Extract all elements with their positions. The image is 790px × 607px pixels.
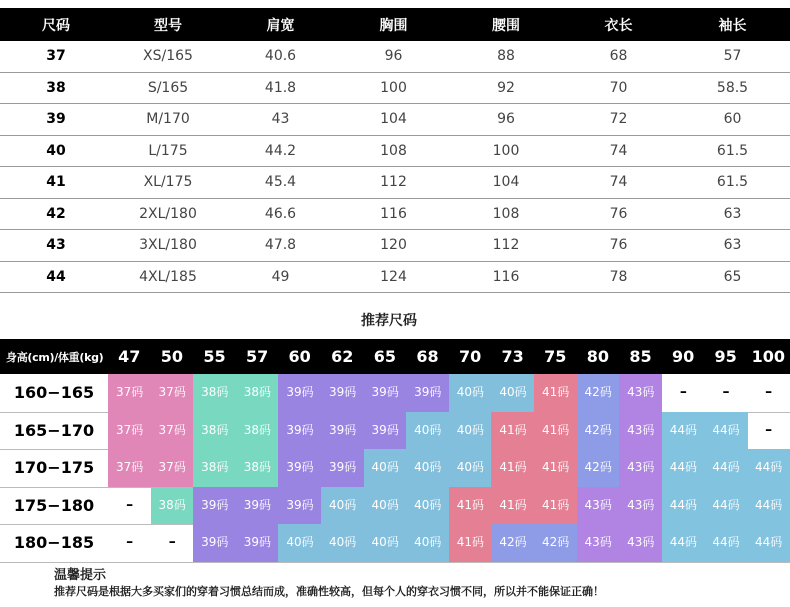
size-chart-cell: 104 xyxy=(450,167,562,199)
size-chart-cell: 72 xyxy=(562,104,675,136)
size-chart-cell: 45.4 xyxy=(224,167,337,199)
size-chart-row xyxy=(0,104,790,136)
recommend-size-cell: 41码 xyxy=(534,374,577,412)
recommend-size-cell: 39码 xyxy=(321,374,364,412)
recommend-size-cell: 40码 xyxy=(406,524,449,562)
weight-header-cell: 50 xyxy=(160,347,184,366)
size-chart-cell: 49 xyxy=(224,261,337,293)
size-chart-row xyxy=(0,135,790,167)
size-chart-cell: 61.5 xyxy=(675,167,790,199)
recommend-size-cell: – xyxy=(765,384,773,400)
size-chart-cell: 120 xyxy=(337,230,450,262)
recommend-size-cell: 41码 xyxy=(534,487,577,525)
recommend-size-cell: 39码 xyxy=(193,487,236,525)
recommend-row xyxy=(0,374,790,413)
size-chart-cell: 57 xyxy=(675,41,790,72)
weight-header-cell: 100 xyxy=(751,347,785,366)
recommend-size-cell: 40码 xyxy=(449,412,492,450)
size-chart-cell: 88 xyxy=(450,41,562,72)
size-chart-cell: 43 xyxy=(0,230,112,262)
height-range: 170−175 xyxy=(13,458,95,478)
size-chart-cell: 68 xyxy=(562,41,675,72)
recommend-size-cell: 40码 xyxy=(491,374,534,412)
size-chart-cell: 42 xyxy=(0,198,112,230)
recommend-row xyxy=(0,524,790,563)
weight-header-cell: 47 xyxy=(118,347,141,366)
recommend-size-cell: 40码 xyxy=(406,449,449,487)
recommend-size-cell: 38码 xyxy=(236,412,279,450)
recommend-size-cell: 38码 xyxy=(193,449,236,487)
recommend-size-cell: 44码 xyxy=(704,524,747,562)
recommend-size-cell: 44码 xyxy=(662,412,705,450)
recommend-size-cell: 40码 xyxy=(321,524,364,562)
recommend-size-cell: 39码 xyxy=(278,487,321,525)
recommend-size-cell: 42码 xyxy=(577,412,620,450)
size-chart-cell: S/165 xyxy=(112,72,224,104)
height-weight-label: 身高(cm)/体重(kg) xyxy=(6,351,104,364)
size-chart-cell: 46.6 xyxy=(224,198,337,230)
size-chart-cell: 78 xyxy=(562,261,675,293)
recommend-size-cell: 43码 xyxy=(577,487,620,525)
recommend-size-cell: 40码 xyxy=(406,412,449,450)
recommend-size-cell: 37码 xyxy=(108,412,151,450)
size-chart-cell: 96 xyxy=(337,41,450,72)
size-chart-cell: 104 xyxy=(337,104,450,136)
size-chart-cell: 74 xyxy=(562,135,675,167)
size-chart-row xyxy=(0,41,790,72)
recommend-size-cell: 44码 xyxy=(747,487,790,525)
recommend-size-cell: 44码 xyxy=(704,487,747,525)
recommend-size-cell: 40码 xyxy=(406,487,449,525)
tips-text: 推荐尺码是根据大多买家们的穿着习惯总结而成，准确性较高，但每个人的穿衣习惯不同，所以并不能保证正确！ xyxy=(54,585,604,598)
size-chart-cell: 108 xyxy=(337,135,450,167)
size-chart-cell: 65 xyxy=(675,261,790,293)
header-chest: 胸围 xyxy=(337,8,450,41)
header-waist: 腰围 xyxy=(450,8,562,41)
recommend-size-cell: – xyxy=(722,384,730,400)
recommend-size-cell: – xyxy=(765,421,773,438)
size-chart-cell: 38 xyxy=(0,72,112,104)
recommend-title: 推荐尺码 xyxy=(361,313,417,329)
recommend-size-cell: 41码 xyxy=(534,412,577,450)
size-chart-row xyxy=(0,167,790,199)
weight-header-cell: 62 xyxy=(331,347,354,366)
recommend-size-cell: 39码 xyxy=(364,374,407,412)
header-model: 型号 xyxy=(112,8,224,41)
size-chart-cell: 4XL/185 xyxy=(112,261,224,293)
recommend-size-cell: 39码 xyxy=(321,412,364,450)
weight-header-cell: 55 xyxy=(203,347,226,366)
recommend-size-cell: 41码 xyxy=(449,487,492,525)
recommend-size-cell: 37码 xyxy=(108,449,151,487)
height-range: 180−185 xyxy=(13,533,95,553)
size-chart-cell: 100 xyxy=(337,72,450,104)
size-chart-cell: 108 xyxy=(450,198,562,230)
size-chart-cell: 74 xyxy=(562,167,675,199)
recommend-row xyxy=(0,412,790,451)
size-chart-cell: 76 xyxy=(562,230,675,262)
recommend-size-cell: 38码 xyxy=(151,487,194,525)
size-chart-row xyxy=(0,198,790,230)
recommend-size-cell: 39码 xyxy=(406,374,449,412)
header-sleeve: 袖长 xyxy=(675,8,790,41)
size-chart-cell: 58.5 xyxy=(675,72,790,104)
size-chart-cell: 116 xyxy=(337,198,450,230)
size-chart-row xyxy=(0,72,790,104)
size-chart-row xyxy=(0,261,790,293)
size-chart-cell: 70 xyxy=(562,72,675,104)
recommend-size-cell: 43码 xyxy=(619,487,662,525)
recommend-size-cell: 44码 xyxy=(662,487,705,525)
recommend-size-cell: 44码 xyxy=(662,449,705,487)
size-chart-cell: L/175 xyxy=(112,135,224,167)
size-chart-cell: 116 xyxy=(450,261,562,293)
recommend-size-cell: 43码 xyxy=(577,524,620,562)
weight-header-cell: 85 xyxy=(629,347,652,366)
size-chart-cell: 63 xyxy=(675,198,790,230)
recommend-size-cell: 39码 xyxy=(321,449,364,487)
recommend-size-cell: 43码 xyxy=(619,449,662,487)
size-chart-cell: 40 xyxy=(0,135,112,167)
recommend-size-cell: 37码 xyxy=(151,374,194,412)
size-chart-cell: 37 xyxy=(0,41,112,72)
size-chart-cell: XL/175 xyxy=(112,167,224,199)
weight-header-cell: 75 xyxy=(544,347,567,366)
size-chart-cell: 76 xyxy=(562,198,675,230)
recommend-size-cell: – xyxy=(168,534,176,551)
recommend-size-cell: 38码 xyxy=(236,374,279,412)
size-chart-cell: 96 xyxy=(450,104,562,136)
size-chart-cell: 3XL/180 xyxy=(112,230,224,262)
recommend-size-cell: 44码 xyxy=(704,449,747,487)
recommend-row xyxy=(0,449,790,488)
weight-header-cell: 73 xyxy=(501,347,524,366)
height-range: 160−165 xyxy=(13,383,95,402)
size-chart-cell: 41.8 xyxy=(224,72,337,104)
recommend-size-cell: 44码 xyxy=(747,524,790,562)
recommend-size-cell: 38码 xyxy=(236,449,279,487)
recommend-header-row xyxy=(0,339,790,374)
recommend-size-cell: 41码 xyxy=(491,412,534,450)
recommend-size-cell: 40码 xyxy=(449,449,492,487)
recommend-size-cell: 38码 xyxy=(193,374,236,412)
recommend-size-cell: – xyxy=(679,384,687,400)
recommend-size-cell: 39码 xyxy=(236,487,279,525)
recommend-size-cell: 42码 xyxy=(534,524,577,562)
size-chart-cell: 43 xyxy=(224,104,337,136)
size-chart-cell: 63 xyxy=(675,230,790,262)
header-length: 衣长 xyxy=(562,8,675,41)
recommend-size-cell: 41码 xyxy=(491,487,534,525)
size-chart-cell: 2XL/180 xyxy=(112,198,224,230)
size-chart-cell: 61.5 xyxy=(675,135,790,167)
size-chart-cell: 100 xyxy=(450,135,562,167)
weight-header-cell: 90 xyxy=(671,347,695,366)
size-chart-cell: 112 xyxy=(337,167,450,199)
recommend-size-cell: 40码 xyxy=(364,487,407,525)
recommend-size-cell: 38码 xyxy=(193,412,236,450)
size-chart-cell: 47.8 xyxy=(224,230,337,262)
recommend-size-cell: 39码 xyxy=(193,524,236,562)
size-chart-cell: 40.6 xyxy=(224,41,337,72)
weight-header-cell: 65 xyxy=(373,347,397,366)
recommend-size-cell: 43码 xyxy=(619,524,662,562)
weight-header-cell: 70 xyxy=(458,347,482,366)
recommend-size-cell: 44码 xyxy=(662,524,705,562)
recommend-size-cell: 40码 xyxy=(449,374,492,412)
recommend-size-cell: 37码 xyxy=(108,374,151,412)
recommend-size-cell: 42码 xyxy=(577,449,620,487)
recommend-row xyxy=(0,487,790,526)
recommend-size-cell: 40码 xyxy=(278,524,321,562)
recommend-size-cell: 39码 xyxy=(278,374,321,412)
recommend-size-cell: 37码 xyxy=(151,449,194,487)
recommend-size-cell: 37码 xyxy=(151,412,194,450)
recommend-size-cell: 39码 xyxy=(364,412,407,450)
size-chart-cell: 112 xyxy=(450,230,562,262)
recommend-size-cell: 40码 xyxy=(364,449,407,487)
weight-header-cell: 80 xyxy=(586,347,610,366)
size-chart-cell: M/170 xyxy=(112,104,224,136)
recommend-size-cell: 42码 xyxy=(491,524,534,562)
size-chart-cell: 124 xyxy=(337,261,450,293)
weight-header-cell: 68 xyxy=(416,347,439,366)
size-chart-cell: 39 xyxy=(0,104,112,136)
recommend-size-cell: 44码 xyxy=(704,412,747,450)
recommend-size-cell: – xyxy=(126,534,134,551)
recommend-size-cell: 41码 xyxy=(449,524,492,562)
recommend-size-cell: 43码 xyxy=(619,412,662,450)
size-chart-cell: 44.2 xyxy=(224,135,337,167)
recommend-size-cell: 39码 xyxy=(236,524,279,562)
header-size: 尺码 xyxy=(0,8,112,41)
recommend-size-cell: 41码 xyxy=(534,449,577,487)
size-chart-cell: 92 xyxy=(450,72,562,104)
recommend-size-cell: 39码 xyxy=(278,412,321,450)
weight-header-cell: 57 xyxy=(245,347,269,366)
size-chart-cell: 44 xyxy=(0,261,112,293)
recommend-size-cell: 44码 xyxy=(747,449,790,487)
weight-header-cell: 60 xyxy=(288,347,311,366)
size-chart-cell: 41 xyxy=(0,167,112,199)
recommend-size-cell: 42码 xyxy=(577,374,620,412)
recommend-size-cell: 40码 xyxy=(321,487,364,525)
size-chart-row xyxy=(0,230,790,262)
tips-title: 温馨提示 xyxy=(54,568,107,583)
recommend-size-cell: 41码 xyxy=(491,449,534,487)
recommend-size-cell: 40码 xyxy=(364,524,407,562)
recommend-size-cell: 39码 xyxy=(278,449,321,487)
recommend-size-cell: – xyxy=(126,496,134,513)
weight-header-cell: 95 xyxy=(714,347,737,366)
size-chart-header-row xyxy=(0,8,790,41)
recommend-size-cell: 43码 xyxy=(619,374,662,412)
size-chart-table xyxy=(0,8,790,293)
header-shoulder: 肩宽 xyxy=(224,8,337,41)
size-chart-cell: 60 xyxy=(675,104,790,136)
size-chart-cell: XS/165 xyxy=(112,41,224,72)
height-range: 165−170 xyxy=(13,420,95,440)
height-range: 175−180 xyxy=(13,495,95,515)
